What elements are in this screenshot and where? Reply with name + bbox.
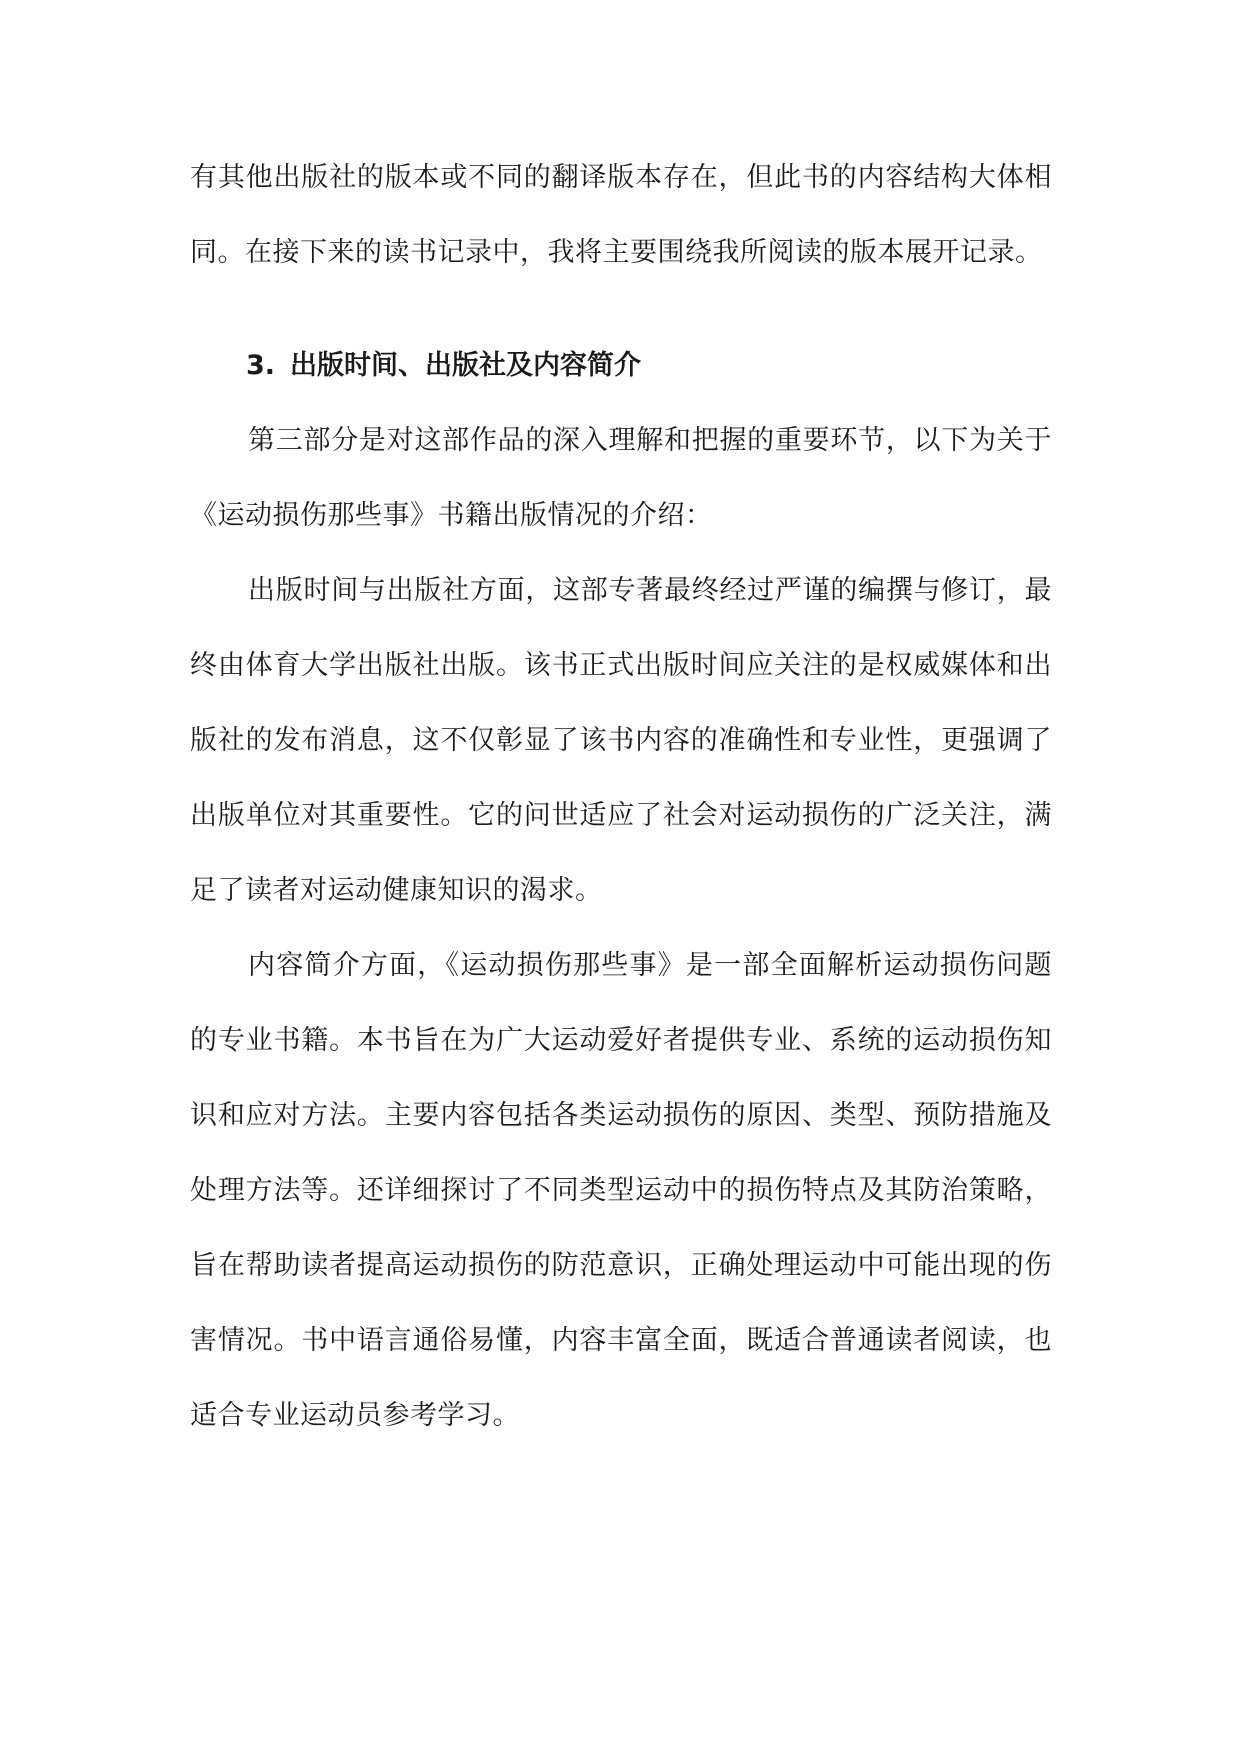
summary-paragraph: 内容简介方面，《运动损伤那些事》是一部全面解析运动损伤问题的专业书籍。本书旨在为广大运动爱好者提供专业、系统的运动损伤知识和应对方法。主要内容包括各类运动损伤的原因、类型、预防措施及处理方法等。还详细探讨了不同类型运动中的损伤特点及其防治策略，旨在帮助读者提高运动损伤的防范意识，正确处理运动中可能出现的伤害情况。书中语言通俗易懂，内容丰富全面，既适合普通读者阅读，也适合专业运动员参考学习。 <box>190 950 1052 1431</box>
page-content <box>190 140 1052 1453</box>
section-heading <box>190 328 1052 403</box>
continued-paragraph: 有其他出版社的版本或不同的翻译版本存在，但此书的内容结构大体相同。在接下来的读书记录中，我将主要围绕我所阅读的版本展开记录。 <box>190 162 1052 268</box>
section-number: 3. <box>246 350 276 381</box>
intro-paragraph: 第三部分是对这部作品的深入理解和把握的重要环节，以下为关于《运动损伤那些事》书籍出版情况的介绍： <box>190 425 1052 531</box>
publication-paragraph: 出版时间与出版社方面，这部专著最终经过严谨的编撰与修订，最终由体育大学出版社出版。该书正式出版时间应关注的是权威媒体和出版社的发布消息，这不仅彰显了该书内容的准确性和专业性，更强调了出版单位对其重要性。它的问世适应了社会对运动损伤的广泛关注，满足了读者对运动健康知识的渴求。 <box>190 575 1052 906</box>
section-title: 出版时间、出版社及内容简介 <box>290 350 641 381</box>
